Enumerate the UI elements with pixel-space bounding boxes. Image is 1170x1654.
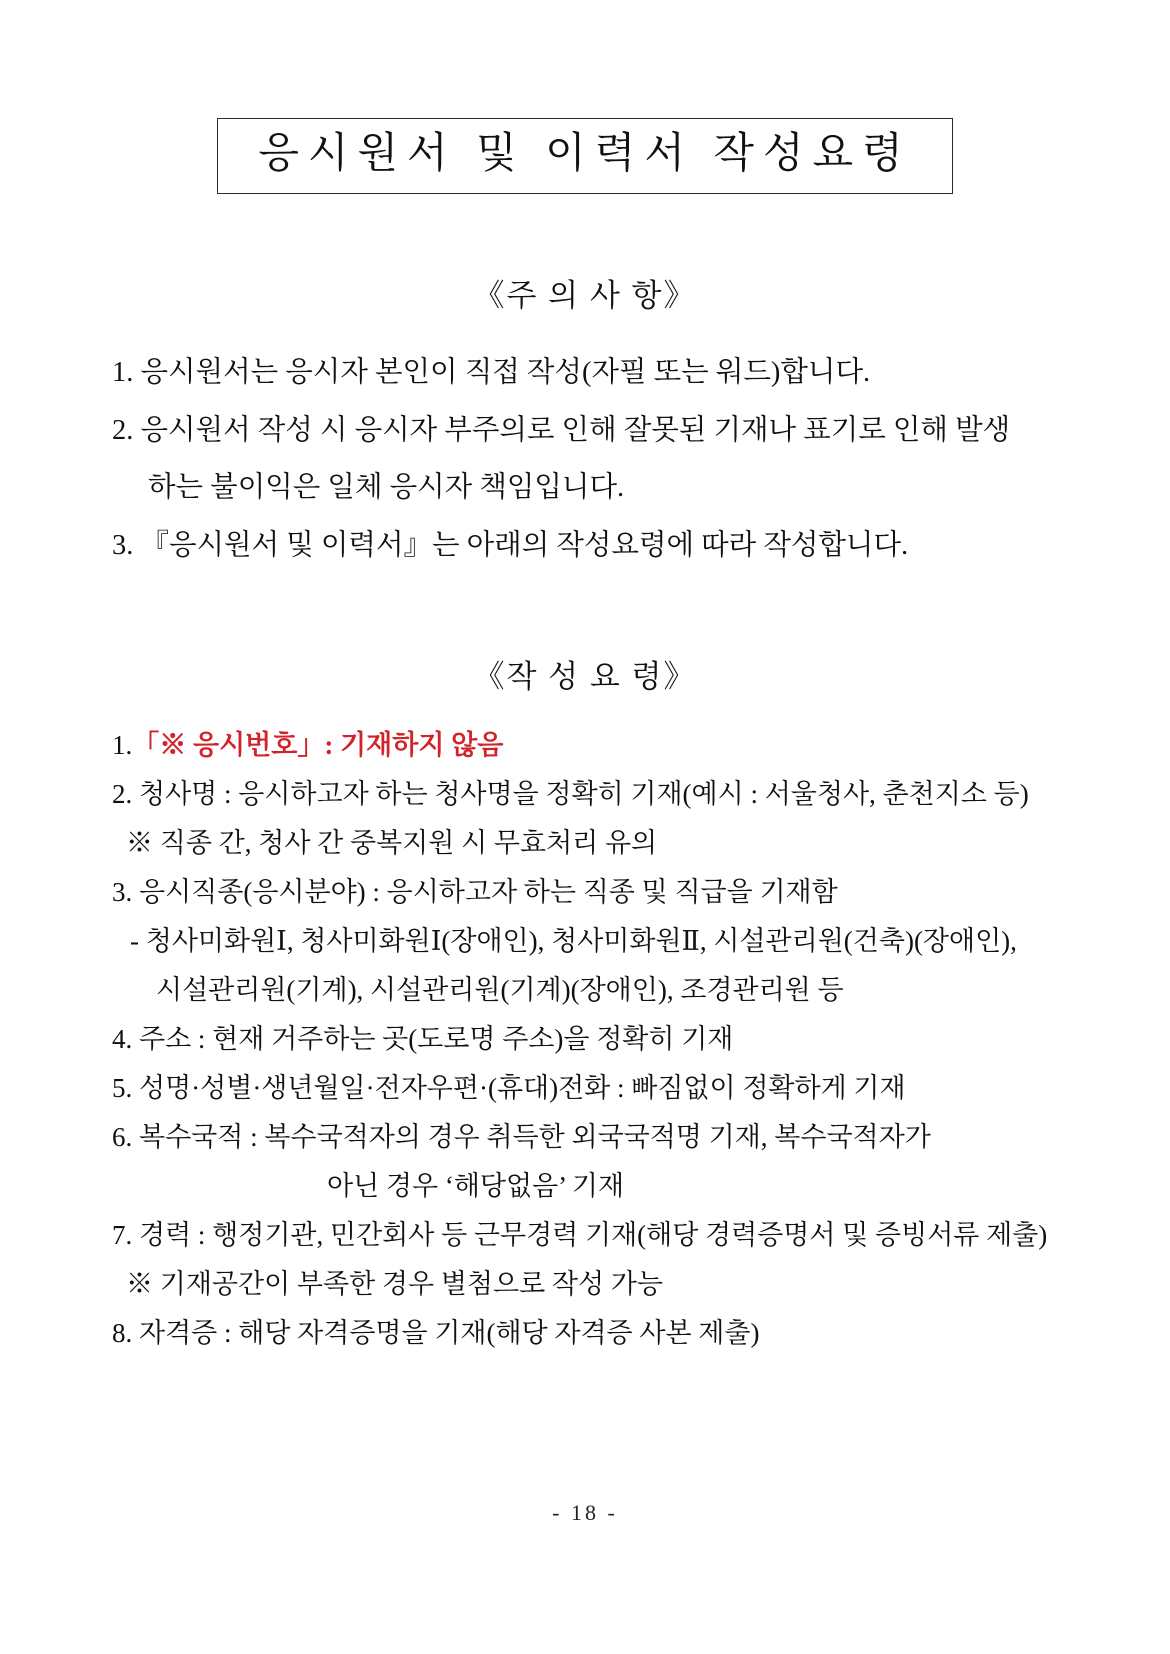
precautions-list — [112, 315, 1058, 560]
instruction-item-6-line-1: 6. 복수국적 : 복수국적자의 경우 취득한 외국국적명 기재, 복수국적자가 — [112, 1122, 931, 1153]
instruction-item-5: 5. 성명·성별·생년월일·전자우편·(휴대)전화 : 빠짐없이 정확하게 기재 — [112, 1073, 906, 1104]
instruction-item-4: 4. 주소 : 현재 거주하는 곳(도로명 주소)을 정확히 기재 — [112, 1024, 734, 1055]
instruction-item-1 — [112, 732, 1058, 759]
instruction-item-2: 2. 청사명 : 응시하고자 하는 청사명을 정확히 기재(예시 : 서울청사, 춘천지소 등) — [112, 779, 1029, 810]
instruction-item-7: 7. 경력 : 행정기관, 민간회사 등 근무경력 기재(해당 경력증명서 및 증빙서류 제출) — [112, 1220, 1048, 1251]
instruction-item-3-sub-line-2: 시설관리원(기계), 시설관리원(기계)(장애인), 조경관리원 등 — [156, 975, 844, 1006]
instruction-item-1-red-text: 「※ 응시번호」: 기재하지 않음 — [132, 730, 504, 761]
precaution-item-2-line-1: 2. 응시원서 작성 시 응시자 부주의로 인해 잘못된 기재나 표기로 인해 발생 — [112, 414, 1011, 446]
precaution-item-1: 1. 응시원서는 응시자 본인이 직접 작성(자필 또는 워드)합니다. — [112, 357, 871, 389]
instruction-item-3: 3. 응시직종(응시분야) : 응시하고자 하는 직종 및 직급을 기재함 — [112, 877, 838, 908]
precaution-item-3: 3. 『응시원서 및 이력서』는 아래의 작성요령에 따라 작성합니다. — [112, 529, 909, 561]
section-heading-instructions: 《작 성 요 령》 — [473, 659, 697, 695]
instruction-item-6-line-2: 아닌 경우 ‘해당없음’ 기재 — [327, 1171, 625, 1202]
instruction-item-3-sub-line-1: - 청사미화원Ⅰ, 청사미화원Ⅰ(장애인), 청사미화원Ⅱ, 시설관리원(건축)(장애인), — [130, 926, 1017, 957]
instruction-note-1: ※ 직종 간, 청사 간 중복지원 시 무효처리 유의 — [126, 828, 658, 859]
instruction-item-1-number: 1. — [112, 730, 133, 761]
title-area — [112, 0, 1058, 194]
instruction-note-2: ※ 기재공간이 부족한 경우 별첨으로 작성 가능 — [126, 1269, 663, 1300]
instructions-list — [112, 696, 1058, 1347]
instruction-item-8: 8. 자격증 : 해당 자격증명을 기재(해당 자격증 사본 제출) — [112, 1318, 760, 1349]
page-number: - 18 - — [552, 1500, 618, 1525]
section-heading-precautions: 《주 의 사 항》 — [473, 278, 697, 314]
page-title: 응시원서 및 이력서 작성요령 — [258, 131, 912, 177]
title-box — [217, 118, 952, 194]
precaution-item-2-line-2: 하는 불이익은 일체 응시자 책임입니다. — [148, 472, 625, 504]
